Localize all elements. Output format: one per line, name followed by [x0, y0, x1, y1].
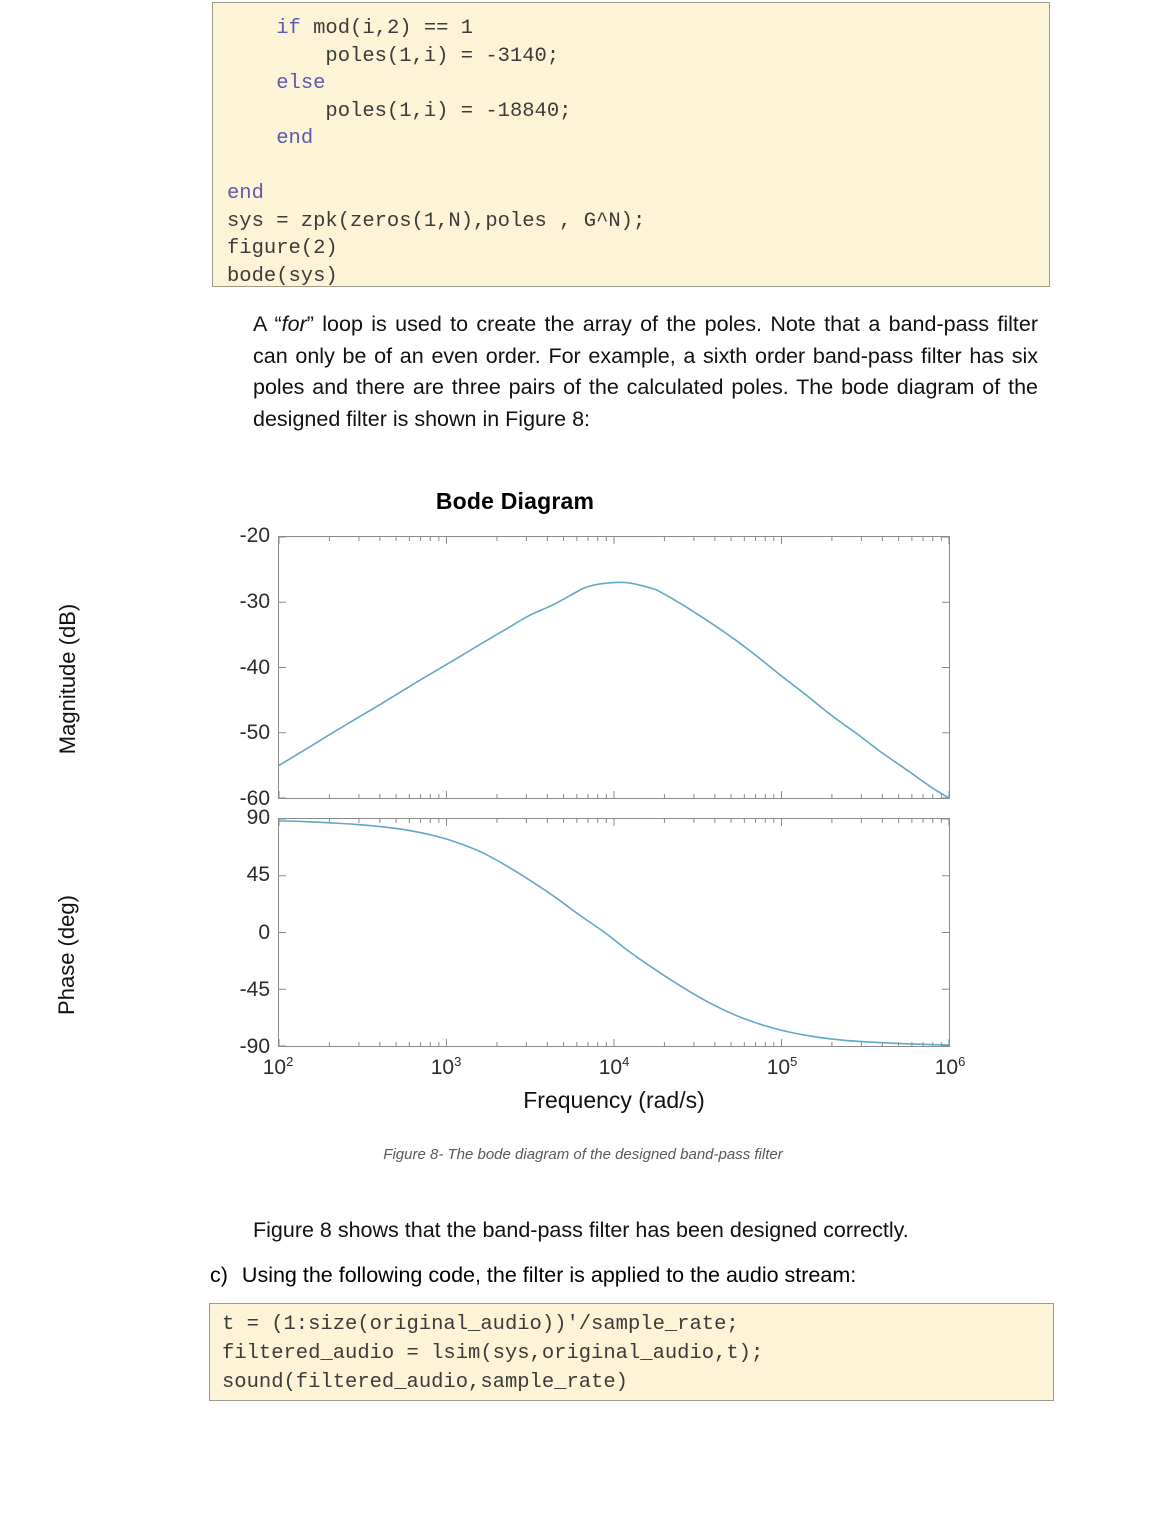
phase-curve — [279, 821, 949, 1045]
axis-tick-label: $10^2$ — [262, 1054, 294, 1079]
axis-tick-label: $10^5$ — [766, 1054, 798, 1079]
axis-tick-label: 45 — [246, 863, 270, 887]
axis-tick-label: -30 — [239, 589, 270, 613]
axis-tick-label: $10^4$ — [598, 1054, 630, 1079]
code-text: filtered_audio = lsim(sys,original_audio,t); — [222, 1342, 764, 1365]
code-block-apply-filter — [209, 1303, 1054, 1401]
paragraph-text: Figure 8 shows that the band-pass filter has been designed correctly. — [253, 1218, 909, 1242]
paragraph-italic-for: for — [281, 312, 307, 336]
axis-tick-label: 90 — [246, 806, 270, 829]
code-text: poles(1,i) = -3140; — [227, 44, 560, 68]
magnitude-plot-area — [278, 536, 950, 799]
phase-axis-label: Phase (deg) — [54, 895, 79, 1015]
code-keyword: end — [227, 182, 264, 205]
magnitude-axis-label: Magnitude (dB) — [55, 603, 80, 755]
paragraph-figure8-conclusion — [253, 1215, 1043, 1247]
code-text: mod(i,2) == 1 — [300, 17, 474, 40]
code-line — [227, 70, 1049, 98]
magnitude-tick-labels — [216, 524, 270, 810]
code-line — [222, 1368, 1053, 1397]
code-block-filter-design — [212, 2, 1050, 287]
figure-caption: Figure 8- The bode diagram of the designed band-pass filter — [383, 1146, 783, 1163]
figure-8-bode-diagram — [0, 470, 1172, 1170]
phase-curve-svg — [279, 819, 949, 1046]
code-text: t = (1:size(original_audio))'/sample_rate; — [222, 1313, 739, 1336]
code-text: bode(sys) — [227, 264, 338, 288]
code-line — [227, 98, 1049, 126]
axis-tick-label: $10^6$ — [934, 1054, 966, 1079]
code-text — [227, 127, 276, 150]
code-keyword: else — [276, 72, 326, 95]
magnitude-curve — [279, 582, 949, 798]
paragraph-text-part1: A “ — [253, 312, 282, 336]
code-text: sound(filtered_audio,sample_rate) — [222, 1371, 628, 1394]
axis-tick-label: $10^3$ — [430, 1054, 462, 1079]
magnitude-curve-svg — [279, 537, 949, 798]
code-line — [227, 263, 1049, 291]
code-keyword: if — [276, 17, 301, 40]
frequency-axis-label: Frequency (rad/s) — [523, 1087, 705, 1113]
code-line — [227, 208, 1049, 236]
list-item-c-text: Using the following code, the filter is applied to the audio stream: — [241, 1263, 857, 1287]
list-marker-c: c) — [210, 1263, 228, 1287]
code-text — [227, 17, 276, 40]
code-text: figure(2) — [227, 237, 338, 260]
axis-tick-label: -45 — [239, 977, 270, 1001]
axis-tick-label: -20 — [239, 524, 270, 547]
code-line — [227, 43, 1049, 71]
phase-tick-labels — [216, 806, 270, 1058]
axis-tick-label: -50 — [239, 721, 270, 745]
code-line — [227, 125, 1049, 153]
axis-tick-label: -60 — [239, 787, 270, 810]
code-text — [227, 72, 276, 95]
axis-tick-label: -90 — [239, 1035, 270, 1058]
code-line — [222, 1339, 1053, 1368]
code-keyword: end — [276, 127, 314, 150]
code-line — [222, 1310, 1053, 1339]
axis-tick-label: 0 — [258, 920, 270, 944]
code-line — [227, 180, 1049, 208]
paragraph-text-part2: ” loop is used to create the array of the poles. Note that a band-pass filter can only be of an even order. For example, a sixth order band-pass filter has six poles and there are three pairs of the calculated poles. The bode diagram of the designed filter is shown in Figure 8: — [253, 312, 1038, 431]
axis-tick-label: -40 — [239, 655, 270, 679]
code-text: sys = zpk(zeros(1,N),poles , G^N); — [227, 209, 646, 233]
code-line — [227, 235, 1049, 263]
chart-title: Bode Diagram — [435, 488, 595, 514]
code-text: poles(1,i) = -18840; — [227, 99, 572, 123]
list-item-c — [210, 1260, 1050, 1291]
code-line — [227, 153, 1049, 181]
code-line — [227, 15, 1049, 43]
phase-plot-area — [278, 818, 950, 1047]
paragraph-for-loop-explanation — [253, 309, 1038, 435]
